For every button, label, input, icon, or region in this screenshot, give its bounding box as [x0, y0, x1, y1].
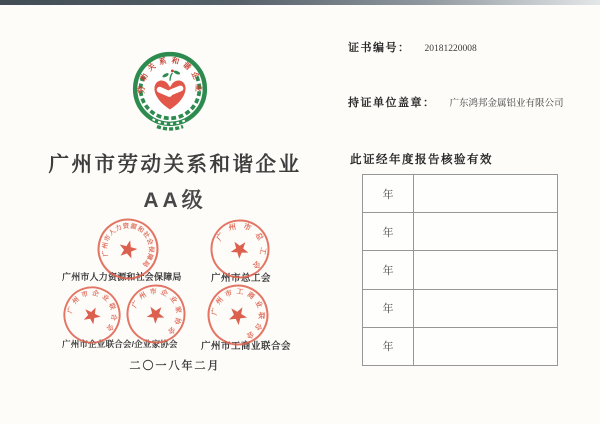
certificate-grade: AA级 — [143, 189, 207, 212]
caption-federation-of-trade-unions: 广州市总工会 — [211, 273, 272, 284]
svg-text:广州市人力资源和社会保障局: 广州市人力资源和社会保障局 — [101, 222, 155, 269]
year-cell: 年 — [363, 290, 414, 327]
emblem-ring-text: 劳动关系和谐企业 — [136, 55, 204, 96]
harmony-enterprise-emblem — [129, 50, 211, 132]
caption-federation-of-industry-commerce: 广州市工商业联合会 — [201, 341, 292, 352]
star-icon — [117, 238, 139, 259]
holder-seal-row — [348, 93, 564, 111]
certificate-number-row — [348, 38, 477, 56]
certificate-number-label: 证书编号： — [348, 42, 411, 54]
table-row — [363, 175, 557, 213]
table-row — [363, 328, 557, 365]
emblem-graphic — [129, 50, 211, 132]
certificate-title: 广州市劳动关系和谐企业 — [48, 153, 302, 176]
annual-verification-table — [362, 174, 558, 366]
verification-cell — [414, 213, 557, 250]
year-cell: 年 — [363, 251, 414, 288]
caption-human-resources-bureau: 广州市人力资源和社会保障局 — [62, 272, 182, 282]
star-icon — [81, 304, 104, 326]
certificate-left-panel — [35, 0, 315, 424]
caption-enterprise-confederation: 广州市企业联合会/企业家协会 — [62, 339, 178, 349]
star-icon — [226, 303, 251, 327]
verification-cell — [414, 290, 557, 327]
holder-seal-label: 持证单位盖章： — [348, 97, 436, 109]
year-cell: 年 — [363, 328, 414, 365]
table-row — [363, 251, 557, 289]
star-icon — [228, 237, 252, 261]
issue-date: 二〇一八年二月 — [129, 360, 221, 372]
table-row — [363, 213, 557, 251]
star-icon — [144, 302, 168, 326]
company-name: 广东鸿邦金属铝业有限公司 — [449, 99, 564, 109]
verification-cell — [414, 328, 557, 365]
year-cell: 年 — [363, 175, 414, 212]
verification-cell — [414, 251, 557, 288]
annual-verification-note: 此证经年度报告核验有效 — [350, 154, 493, 166]
svg-text:广州市工商业联合会: 广州市工商业联合会 — [211, 288, 265, 341]
emblem-base-ornament — [157, 127, 183, 129]
sprout-bud — [171, 69, 174, 72]
svg-text:广州市企业联合会: 广州市企业联合会 — [66, 289, 118, 335]
verification-cell — [414, 175, 557, 212]
table-row — [363, 290, 557, 328]
svg-text:广州市企业家协会: 广州市企业家协会 — [131, 288, 182, 337]
year-cell: 年 — [363, 213, 414, 250]
certificate-number-value: 20181220008 — [424, 44, 477, 54]
svg-text:广州市总工会: 广州市总工会 — [214, 220, 269, 275]
